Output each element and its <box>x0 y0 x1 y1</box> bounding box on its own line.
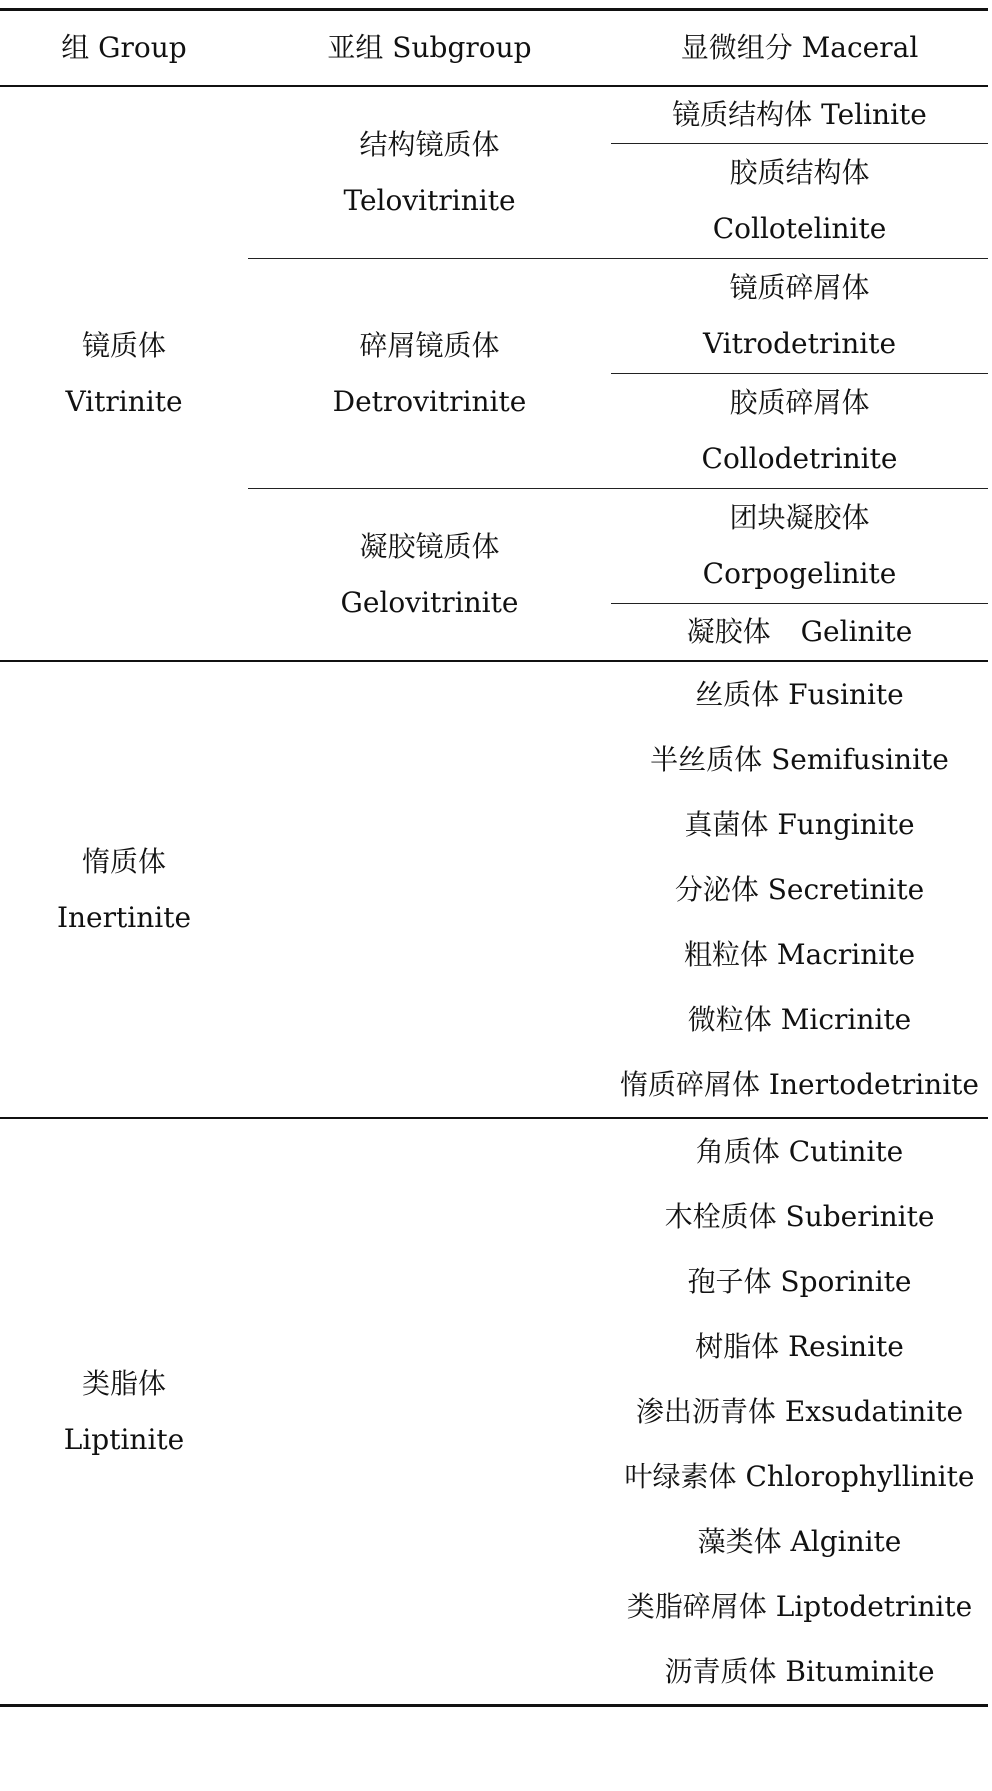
table-row <box>0 86 988 144</box>
subgroup-name-en: Detrovitrinite <box>332 384 527 418</box>
header-row <box>0 10 988 87</box>
maceral-name-en: Bituminite <box>785 1654 935 1688</box>
group-name-zh: 惰质体 <box>81 844 166 878</box>
maceral-name-zh: 粗粒体 <box>683 937 768 971</box>
maceral-name-en: Resinite <box>788 1329 904 1363</box>
maceral-cell-secretinite <box>611 857 988 922</box>
maceral-cell-liptodetrinite <box>611 1574 988 1639</box>
maceral-cell-corpogelinite <box>611 489 988 604</box>
maceral-name-en: Secretinite <box>767 872 925 906</box>
maceral-name-zh: 孢子体 <box>687 1264 772 1298</box>
maceral-name-en: Telinite <box>821 98 927 131</box>
header-group: 组 Group <box>0 10 248 87</box>
maceral-name-en: Gelinite <box>800 615 913 648</box>
group-cell-inertinite <box>0 661 248 1118</box>
maceral-name-zh: 镜质结构体 <box>672 98 813 131</box>
maceral-cell-fusinite <box>611 661 988 727</box>
maceral-cell-vitrodetrinite <box>611 259 988 374</box>
maceral-name-zh: 镜质碎屑体 <box>729 271 870 304</box>
maceral-cell-alginite <box>611 1509 988 1574</box>
subgroup-name-en: Telovitrinite <box>343 183 516 217</box>
maceral-name-en: Macrinite <box>776 937 916 971</box>
group-name-en: Vitrinite <box>65 384 183 418</box>
maceral-name-zh: 团块凝胶体 <box>729 501 870 534</box>
maceral-name-zh: 凝胶体 <box>686 615 771 648</box>
maceral-name-en: Semifusinite <box>771 742 949 776</box>
maceral-name-zh: 藻类体 <box>697 1524 782 1558</box>
maceral-name-en: Alginite <box>790 1524 902 1558</box>
table-header <box>0 10 988 87</box>
maceral-name-zh: 胶质结构体 <box>729 156 870 189</box>
maceral-cell-sporinite <box>611 1249 988 1314</box>
maceral-cell-suberinite <box>611 1184 988 1249</box>
table-row <box>0 661 988 727</box>
maceral-name-zh: 分泌体 <box>674 872 759 906</box>
maceral-name-zh: 渗出沥青体 <box>635 1394 776 1428</box>
maceral-cell-chlorophyllinite <box>611 1444 988 1509</box>
maceral-name-en: Corpogelinite <box>702 557 897 590</box>
subgroup-cell-telovitrinite <box>248 86 611 259</box>
maceral-name-en: Collodetrinite <box>701 442 898 475</box>
subgroup-name-zh: 结构镜质体 <box>359 127 500 161</box>
maceral-name-en: Chlorophyllinite <box>745 1459 975 1493</box>
maceral-name-zh: 叶绿素体 <box>624 1459 737 1493</box>
maceral-name-en: Fusinite <box>788 677 904 711</box>
maceral-cell-micrinite <box>611 987 988 1052</box>
maceral-name-en: Inertodetrinite <box>768 1067 979 1101</box>
maceral-name-zh: 木栓质体 <box>664 1199 777 1233</box>
maceral-name-zh: 真菌体 <box>684 807 769 841</box>
maceral-cell-inertodetrinite <box>611 1052 988 1118</box>
maceral-name-zh: 角质体 <box>695 1134 780 1168</box>
group-cell-liptinite <box>0 1118 248 1706</box>
group-name-zh: 镜质体 <box>81 328 166 362</box>
maceral-name-en: Sporinite <box>780 1264 912 1298</box>
subgroup-cell-empty <box>248 1118 611 1706</box>
subgroup-cell-empty <box>248 661 611 1118</box>
maceral-name-en: Liptodetrinite <box>775 1589 973 1623</box>
maceral-cell-gelinite <box>611 604 988 662</box>
maceral-name-zh: 丝质体 <box>695 677 780 711</box>
maceral-cell-semifusinite <box>611 727 988 792</box>
maceral-name-zh: 惰质碎屑体 <box>620 1067 761 1101</box>
maceral-cell-collotelinite <box>611 144 988 259</box>
maceral-name-en: Collotelinite <box>712 212 887 245</box>
maceral-name-en: Cutinite <box>788 1134 904 1168</box>
maceral-name-zh: 胶质碎屑体 <box>729 386 870 419</box>
maceral-cell-resinite <box>611 1314 988 1379</box>
subgroup-cell-detrovitrinite <box>248 259 611 489</box>
maceral-cell-telinite <box>611 86 988 144</box>
maceral-name-zh: 树脂体 <box>695 1329 780 1363</box>
subgroup-name-zh: 碎屑镜质体 <box>359 328 500 362</box>
table-body <box>0 86 988 1706</box>
maceral-name-en: Funginite <box>777 807 915 841</box>
subgroup-name-en: Gelovitrinite <box>340 585 519 619</box>
maceral-cell-funginite <box>611 792 988 857</box>
header-subgroup: 亚组 Subgroup <box>248 10 611 87</box>
maceral-classification-table <box>0 8 988 1707</box>
maceral-name-zh: 沥青质体 <box>664 1654 777 1688</box>
subgroup-cell-gelovitrinite <box>248 489 611 662</box>
maceral-name-zh: 半丝质体 <box>650 742 763 776</box>
subgroup-name-zh: 凝胶镜质体 <box>359 529 500 563</box>
group-name-en: Liptinite <box>63 1422 185 1456</box>
maceral-name-zh: 微粒体 <box>687 1002 772 1036</box>
maceral-name-zh: 类脂碎屑体 <box>626 1589 767 1623</box>
maceral-cell-exsudatinite <box>611 1379 988 1444</box>
group-cell-vitrinite <box>0 86 248 661</box>
maceral-name-en: Vitrodetrinite <box>702 327 897 360</box>
group-name-zh: 类脂体 <box>81 1366 166 1400</box>
maceral-cell-collodetrinite <box>611 374 988 489</box>
maceral-cell-macrinite <box>611 922 988 987</box>
maceral-name-en: Micrinite <box>780 1002 912 1036</box>
maceral-cell-cutinite <box>611 1118 988 1184</box>
maceral-name-en: Suberinite <box>785 1199 935 1233</box>
group-name-en: Inertinite <box>56 900 192 934</box>
maceral-cell-bituminite <box>611 1639 988 1706</box>
table-row <box>0 1118 988 1184</box>
header-maceral: 显微组分 Maceral <box>611 10 988 87</box>
maceral-name-en: Exsudatinite <box>784 1394 964 1428</box>
